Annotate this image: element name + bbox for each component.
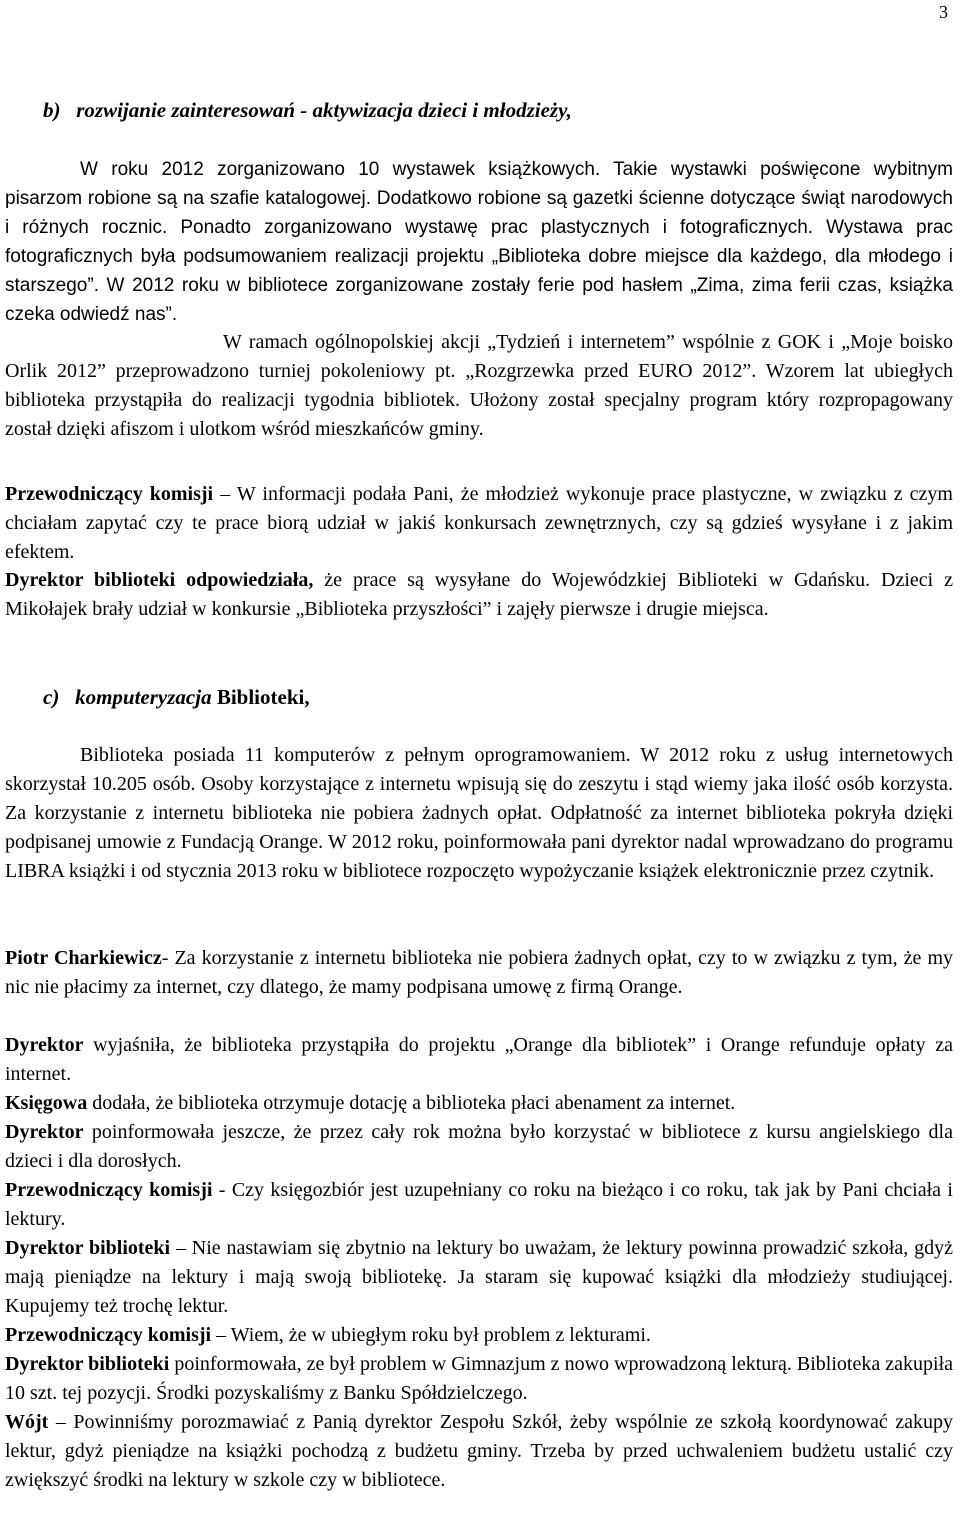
statement-text: wyjaśniła, że biblioteka przystąpiła do projektu „Orange dla bibliotek” i Orange refunduje opłaty za internet.	[5, 1034, 953, 1085]
statement-accountant	[5, 1089, 953, 1118]
section-c-marker: c)	[43, 685, 60, 709]
section-b-heading	[43, 98, 572, 123]
statement-text: - Czy księgozbiór jest uzupełniany co roku na bieżąco i co roku, tak jak by Pani chciała i lektury.	[5, 1179, 953, 1230]
statement-text: poinformowała, ze był problem w Gimnazjum z nowo wprowadzoną lekturą. Biblioteka zakupiła 10 szt. tej pozycji. Środki pozyskaliśmy z Banku Spółdzielczego.	[5, 1353, 953, 1404]
statement-charkiewicz	[5, 944, 953, 1002]
statement-text: że prace są wysyłane do Wojewódzkiej Biblioteki w Gdańsku. Dzieci z Mikołajek brały udział w konkursie „Biblioteka przyszłości” i zajęły pierwsze i drugie miejsca.	[5, 569, 953, 620]
statement-mayor	[5, 1408, 953, 1495]
statement-text: – Powinniśmy porozmawiać z Panią dyrektor Zespołu Szkół, żeby wspólnie ze szkołą koordynować zakupy lektur, gdyż pieniądze na książki pochodzą z budżetu gminy. Trzeba by przed uchwaleniem budżetu ustalić czy zwiększyć środki na lektury w szkole czy w bibliotece.	[5, 1411, 953, 1491]
statement-director-5	[5, 1350, 953, 1408]
paragraph-exhibitions	[5, 155, 953, 329]
statement-director-2	[5, 1031, 953, 1089]
statement-chair-2	[5, 1176, 953, 1234]
statement-director-1	[5, 566, 953, 624]
paragraph-events	[5, 328, 953, 444]
speaker-label: Dyrektor	[5, 1121, 84, 1143]
speaker-label: Dyrektor biblioteki	[5, 1353, 170, 1375]
paragraph-computers	[5, 741, 953, 886]
statement-text: - Za korzystanie z internetu biblioteka nie pobiera żadnych opłat, czy to w związku z tym, że my nic nie płacimy za internet, czy dlatego, że mamy podpisana umowę z firmą Orange.	[5, 947, 954, 998]
paragraph-computers-text: Biblioteka posiada 11 komputerów z pełnym oprogramowaniem. W 2012 roku z usług internetowych skorzystał 10.205 osób. Osoby korzystające z internetu wpisują się do zeszytu i stąd wiemy jaka ilość osób korzysta. Za korzystanie z internetu biblioteka nie pobiera żadnych opłat. Odpłatność za internet biblioteka pokryła dzięki podpisanej umowie z Fundacją Orange. W 2012 roku, poinformowała pani dyrektor nadal wprowadzano do programu LIBRA książki i od stycznia 2013 roku w bibliotece rozpoczęto wypożyczanie książek elektronicznie przez czytnik.	[5, 744, 953, 882]
statement-chair-1	[5, 480, 953, 567]
speaker-label: Wójt	[5, 1411, 49, 1433]
statement-text: poinformowała jeszcze, że przez cały rok można było korzystać w bibliotece z kursu angielskiego dla dzieci i dla dorosłych.	[5, 1121, 953, 1172]
speaker-label: Dyrektor	[5, 1034, 84, 1056]
statement-text: dodała, że biblioteka otrzymuje dotację a biblioteka płaci abenament za internet.	[87, 1092, 736, 1114]
speaker-label: Przewodniczący komisji	[5, 1324, 212, 1346]
statement-director-4	[5, 1234, 953, 1321]
statement-chair-3	[5, 1321, 953, 1350]
paragraph-events-text: W ramach ogólnopolskiej akcji „Tydzień i internetem” wspólnie z GOK i „Moje boisko Orlik 2012” przeprowadzono turniej pokoleniowy pt. „Rozgrzewka przed EURO 2012”. Wzorem lat ubiegłych biblioteka przystąpiła do realizacji tygodnia bibliotek. Ułożony został specjalny program który rozpropagowany został dzięki afiszom i ulotkom wśród mieszkańców gminy.	[5, 331, 953, 440]
statement-director-3	[5, 1118, 953, 1176]
section-b-marker: b)	[43, 98, 61, 122]
section-c-title-a: komputeryzacja	[75, 685, 212, 709]
speaker-label: Przewodniczący komisji	[5, 1179, 213, 1201]
paragraph-exhibitions-text: W roku 2012 zorganizowano 10 wystawek książkowych. Takie wystawki poświęcone wybitnym pisarzom robione są na szafie katalogowej. Dodatkowo robione są gazetki ścienne dotyczące świąt narodowych i różnych rocznic. Ponadto zorganizowano wystawę prac plastycznych i fotograficznych. Wystawa prac fotograficznych była podsumowaniem realizacji projektu „Biblioteka dobre miejsce dla każdego, dla młodego i starszego”. W 2012 roku w bibliotece zorganizowane zostały ferie pod hasłem „Zima, zima ferii czas, książka czeka odwiedź nas”.	[5, 159, 953, 325]
speaker-label: Przewodniczący komisji	[5, 483, 214, 505]
section-c-title-b: Biblioteki,	[216, 685, 310, 709]
speaker-label: Dyrektor biblioteki odpowiedziała,	[5, 569, 314, 591]
statement-text: – Nie nastawiam się zbytnio na lektury bo uważam, że lektury powinna prowadzić szkoła, gdyż mają pieniądze na lektury i mają swoją bibliotekę. Ja staram się kupować książki dla młodzieży studiującej. Kupujemy też trochę lektur.	[5, 1237, 953, 1317]
speaker-label: Piotr Charkiewicz	[5, 947, 162, 969]
speaker-label: Dyrektor biblioteki	[5, 1237, 171, 1259]
statement-text: – Wiem, że w ubiegłym roku był problem z lekturami.	[211, 1324, 651, 1346]
statement-text: – W informacji podała Pani, że młodzież wykonuje prace plastyczne, w związku z czym chciałam zapytać czy te prace biorą udział w jakiś konkursach zewnętrznych, czy są gdzieś wysyłane i z jakim efektem.	[5, 483, 953, 563]
section-b-title: rozwijanie zainteresowań - aktywizacja dzieci i młodzieży,	[76, 98, 572, 122]
page-number: 3	[939, 2, 948, 22]
speaker-label: Księgowa	[5, 1092, 88, 1114]
section-c-heading	[43, 685, 310, 710]
